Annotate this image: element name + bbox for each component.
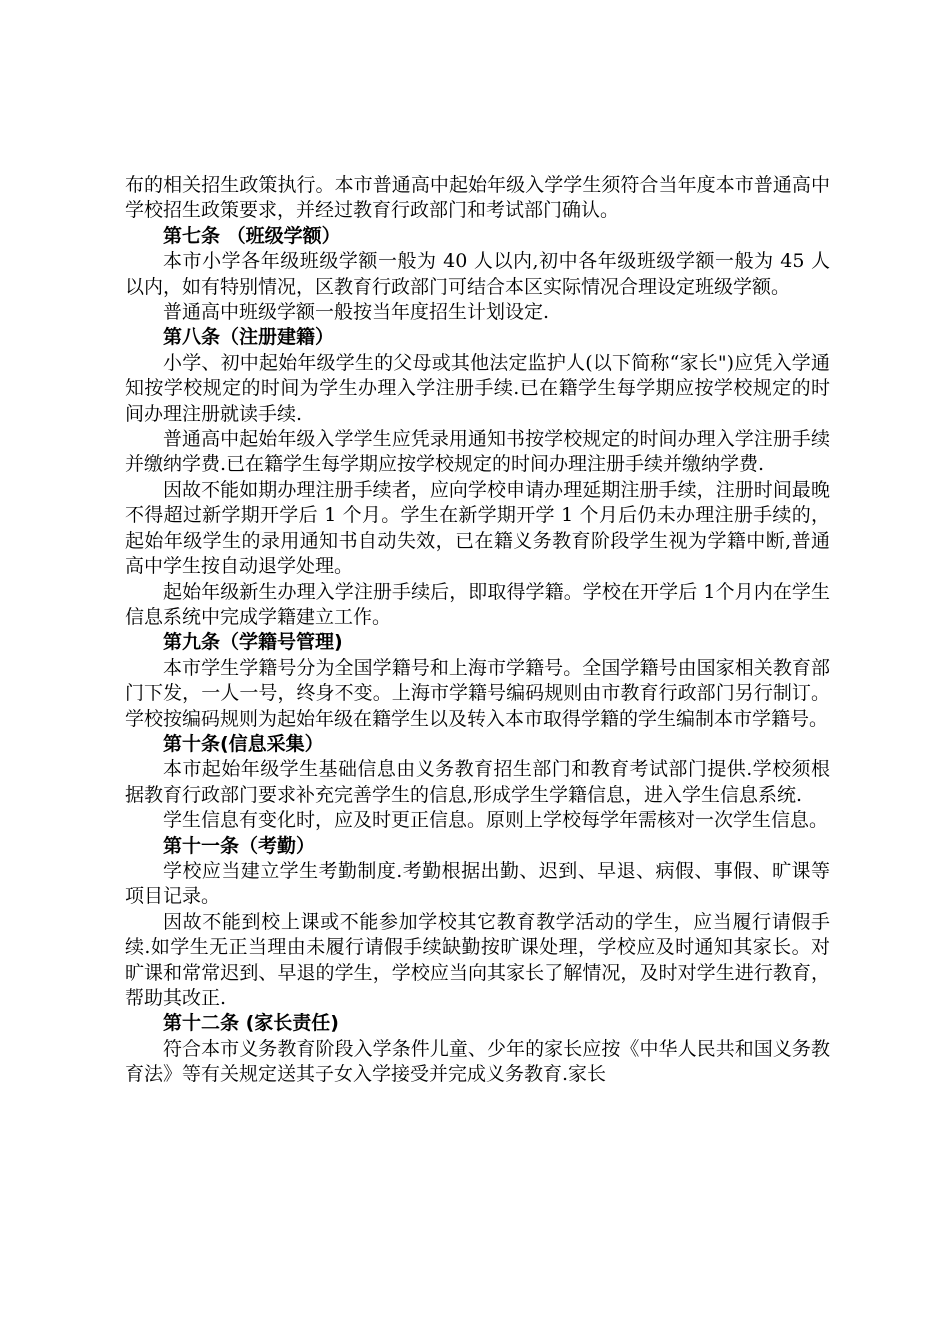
article-12-heading: 第十二条 (家长责任) <box>163 1012 339 1035</box>
paragraph-continued: 布的相关招生政策执行。本市普通高中起始年级入学学生须符合当年度本市普通高中学校招生政策要求，并经过教育行政部门和考试部门确认。 <box>125 174 830 222</box>
paragraph: 因故不能到校上课或不能参加学校其它教育教学活动的学生，应当履行请假手续.如学生无正当理由未履行请假手续缺勤按旷课处理，学校应及时通知其家长。对旷课和常常迟到、早退的学生，学校应当向其家长了解情况，及时对学生进行教育，帮助其改正. <box>125 910 830 1009</box>
paragraph: 因故不能如期办理注册手续者，应向学校申请办理延期注册手续，注册时间最晚不得超过新学期开学后 1 个月。学生在新学期开学 1 个月后仍未办理注册手续的，起始年级学生的录用通知书自动失效，已在籍义务教育阶段学生视为学籍中断,普通高中学生按自动退学处理。 <box>125 478 830 578</box>
paragraph: 本市学生学籍号分为全国学籍号和上海市学籍号。全国学籍号由国家相关教育部门下发，一人一号，终身不变。上海市学籍号编码规则由市教育行政部门另行制订。学校按编码规则为起始年级在籍学生以及转入本市取得学籍的学生编制本市学籍号。 <box>125 656 830 730</box>
article-8-heading: 第八条（注册建籍） <box>163 326 335 349</box>
document-page <box>125 173 830 1088</box>
paragraph: 小学、初中起始年级学生的父母或其他法定监护人(以下简称“家长")应凭入学通知按学校规定的时间为学生办理入学注册手续.已在籍学生每学期应按学校规定的时间办理注册就读手续. <box>125 351 830 425</box>
paragraph: 普通高中起始年级入学学生应凭录用通知书按学校规定的时间办理入学注册手续并缴纳学费.已在籍学生每学期应按学校规定的时间办理注册手续并缴纳学费. <box>125 428 830 476</box>
article-10-heading: 第十条(信息采集） <box>163 732 324 755</box>
paragraph: 学校应当建立学生考勤制度.考勤根据出勤、迟到、早退、病假、事假、旷课等项目记录。 <box>125 859 830 908</box>
article-11-heading: 第十一条（考勤） <box>163 834 316 857</box>
paragraph: 起始年级新生办理入学注册手续后，即取得学籍。学校在开学后 1个月内在学生信息系统中完成学籍建立工作。 <box>125 580 830 628</box>
paragraph: 学生信息有变化时，应及时更正信息。原则上学校每学年需核对一次学生信息。 <box>163 809 829 832</box>
article-7-heading: 第七条 （班级学额） <box>163 224 341 247</box>
paragraph: 本市起始年级学生基础信息由义务教育招生部门和教育考试部门提供.学校须根据教育行政部门要求补充完善学生的信息,形成学生学籍信息，进入学生信息系统. <box>125 758 830 806</box>
paragraph: 符合本市义务教育阶段入学条件儿童、少年的家长应按《中华人民共和国义务教育法》等有关规定送其子女入学接受并完成义务教育.家长 <box>125 1037 830 1086</box>
article-9-heading: 第九条（学籍号管理) <box>163 631 343 654</box>
paragraph: 本市小学各年级班级学额一般为 40 人以内,初中各年级班级学额一般为 45 人以内，如有特别情况，区教育行政部门可结合本区实际情况合理设定班级学额。 <box>125 250 830 298</box>
paragraph: 普通高中班级学额一般按当年度招生计划设定. <box>163 301 550 324</box>
